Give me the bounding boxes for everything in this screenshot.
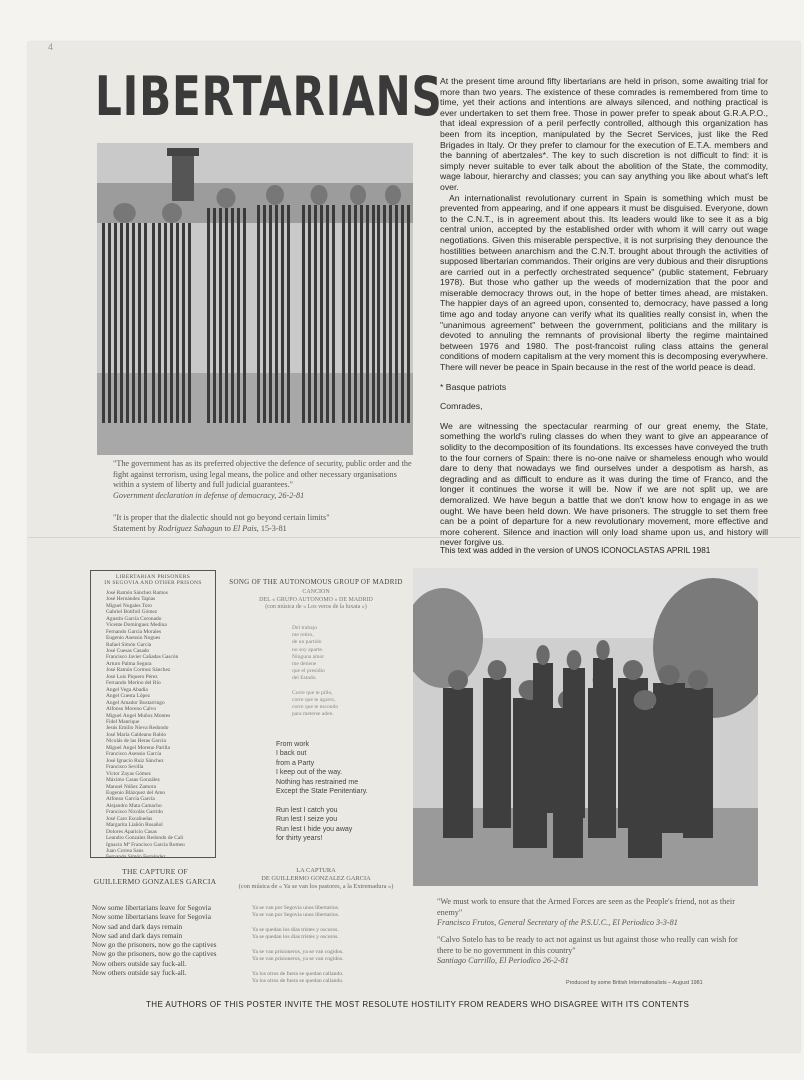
prisoner-name: Juan Correa Sans (106, 848, 144, 855)
lyric-line: Now go the prisoners, now go the captives (92, 949, 217, 959)
prisoner-name: Rafael Simón García (106, 641, 152, 648)
prisoner-name: Alfonso García García (106, 796, 155, 803)
sahagun-source-date: , 15-3-81 (256, 523, 287, 533)
lyric-line: me retiro, (292, 632, 314, 639)
prisoner-name: José Caro Escañuelas (106, 815, 153, 822)
lyric-line: Ya se van por Segovia unos libertarios. (252, 905, 340, 911)
prisoner-name: Margarita Liañón Rosañol (106, 822, 163, 829)
footnote: * Basque patriots (440, 381, 507, 392)
lyric-line: from a Party (276, 759, 315, 767)
prisoner-name: Ángel Cuesta López (106, 693, 151, 700)
prisoner-name: Jesús Emilio Nieva Redondo (106, 725, 169, 732)
lyric-line: para meterse aden. (292, 711, 334, 718)
prisoner-name: José Cuesas Casado (106, 647, 150, 654)
lyric-line: corre que te escondo (292, 704, 339, 711)
pencil-mark: 4 (48, 42, 54, 52)
capture-english-lyrics (92, 903, 242, 977)
lyric-line: Now others outside say fuck-all. (92, 968, 187, 978)
lyric-line: Now others outside say fuck-all. (92, 958, 187, 968)
lyric-line: Ya se quedan los días tristes y oscuros. (252, 926, 339, 933)
lyric-line: corre que te agarro, (292, 697, 336, 704)
prisoner-name: Miguel Ángel Muñoz Montes (106, 712, 171, 719)
capture-title (90, 867, 220, 887)
prisoner-name: Francisco Asensio García (106, 751, 162, 758)
lyric-line: I back out (276, 750, 307, 758)
prisoner-name: José Ramón Cormoz Sánchez (106, 667, 171, 674)
prisoner-name: Vicente Domínguez Medina (106, 622, 167, 629)
song-english-lyrics (276, 740, 416, 843)
captura-title-line2: DE GUILLERMO GONZALEZ GARCIA (261, 874, 371, 882)
footer-statement: THE AUTHORS OF THIS POSTER INVITE THE MOST RESOLUTE HOSTILITY FROM READERS WHO DISAGREE WITH ITS CONTENTS (146, 1000, 690, 1009)
frutos-quote: "We must work to ensure that the Armed Forces are seen as the People's friend, not as their enemy" (437, 897, 735, 917)
lyric-line: for thirty years! (276, 835, 323, 843)
salutation: Comrades, (440, 401, 483, 412)
lyric-line (252, 941, 402, 948)
lyric-line: Ya se van prisioneros, ya se van cogidos. (252, 948, 344, 955)
lyric-line: Now sad and dark days remain (92, 930, 183, 940)
song-title: SONG OF THE AUTONOMOUS GROUP OF MADRID (229, 578, 403, 586)
prisoner-name: Gabriel Botifoll Gómez (106, 609, 158, 616)
prisoner-name: José María Galdeano Rubio (106, 731, 167, 738)
prisoner-name: Agustín García Coronado (106, 615, 162, 622)
sahagun-source-paper: El Pais (232, 523, 257, 533)
lyric-line: Ya los otros de fuera se quedan callando. (252, 977, 344, 984)
prisoner-name: José Ignacio Ruiz Sánchez (106, 757, 164, 764)
sahagun-quote: "It is proper that the dialectic should not go beyond certain limits" (113, 513, 330, 522)
prisoner-name: Miguel Ángel Moreno Parilla (106, 744, 170, 751)
lyric-line: Now some libertarians leave for Segovia (92, 912, 211, 922)
lyric-line (292, 683, 402, 690)
sahagun-source-mid: to (222, 523, 233, 533)
song-es-title-line1: CANCION (302, 589, 330, 595)
prisoners-photo (97, 143, 413, 455)
prisoners-heading (94, 574, 212, 587)
prisoner-name: José Hernández Tapias (106, 596, 156, 603)
sahagun-source-prefix: Statement by (113, 523, 159, 533)
lyric-line: Now go the prisoners, now go the captives (92, 940, 217, 950)
carrillo-source: Santiago Carrillo, El Periodico 26-2-81 (437, 956, 569, 965)
prisoner-name: Arturo Palma Segura (106, 660, 152, 667)
prisoner-name: José Ramón Sánchez Ramos (106, 589, 168, 596)
lyric-line (252, 963, 402, 970)
song-es-title-line3: (con música de « Los veros de la luxata ») (265, 604, 367, 610)
frutos-source: Francisco Frutos, General Secretary of the P.S.U.C., El Periodico 3-3-81 (437, 918, 678, 927)
prisoner-name: Fernando Simón Fernández (106, 854, 166, 861)
addendum-note: This text was added in the version of UNOS ICONOCLASTAS APRIL 1981 (440, 546, 711, 555)
prisoner-name: Dolores Aparicio Casas (106, 828, 157, 835)
article-paragraph: An internationalist revolutionary current in Spain is something which must be prevented from appearing, and if one appears it must be disguised. Everyone, down to the C.N.T., is in agreement about this. Its leaders would like to see it as a big central union, accepted by the established order with whom it will carry out wage negotiations. Given this miserable perspective, it is not surprising they denounce the hostilities between anarchism and the C.N.T. brought about through the activities of supposed libertarian commandos. Their origins are very dubious and their disruptions are carried out in a perfectly orchestrated sequence" (public statement, February 1978). But those who gather up the weeds of modernization that the poor and miserable democracy throws out, in the hope of better times ahead, are mistaken. The happier days of an agreed upon, consented to, democracy, have passed a long time ago and today anyone can verify what its qualities really consist in, when the "unanimous agreement" between the government, politicians and the military is devoted to annuling the remnants of provisional liberty the regime maintained between 1976 and 1980. The post-francoist ruling class attains the general conditions of modern capitalism at the very moment this is decomposing everywhere. There will never be peace in Spain because in the rest of the world peace is dead. (440, 192, 768, 373)
prisoner-name: Fernando García Morales (106, 628, 162, 635)
prisoner-name: Francisco Nicolás Garrido (106, 809, 163, 816)
capture-title-line2: GUILLERMO GONZALES GARCIA (93, 877, 217, 886)
sahagun-caption (113, 513, 413, 534)
prisoner-name: Ángel Vega Abadía (106, 686, 148, 693)
lyric-line: Now some libertarians leave for Segovia (92, 903, 211, 912)
prisoner-name: Ignacio Mª Francisco García Romeu (106, 841, 185, 848)
sahagun-source-name: Rodriguez Sahagun (158, 523, 223, 533)
prisoner-name: Francisco Sevilla (106, 764, 144, 771)
prisoner-name: Ángel Amador Bustarringo (106, 699, 165, 706)
prisoners-list-box (90, 570, 216, 861)
prisoner-name: Eugenio Blázquez del Amo (106, 789, 166, 796)
article-paragraph: We are witnessing the spectacular rearming of our great enemy, the State, something the world's ruling classes do when they want to give an appearance of solidity to the decomposition of its foundations. Its excesses have conveyed the truth to the four corners of Spain: there is no-one naive or shameless enough who would dare to deny that nowadays we find ourselves under a despotism as harsh, as degrading and as difficult to endure as it was during the time of Franco, and the longer it continues the worse it will be. Now if we are not split up, we are demoralized. We have begun a battle that we don't know how to engage in as we ought. We have been held down. We have prisoners. The struggle to set them free can be a point of departure for a new revolutionary movement, more effective and more coherent. Silence and inaction will only load shame upon us, and history will never forgive us. (440, 420, 768, 548)
prisoner-name: Nicolás de las Heras García (106, 738, 166, 745)
lyric-line: que el presidio (292, 668, 325, 675)
soldiers-photo (413, 568, 758, 886)
prisoner-name: Eugenio Asensio Nogues (106, 635, 161, 642)
lyric-line: no soy aparte. (292, 646, 324, 653)
captura-title-line1: LA CAPTURA (296, 867, 336, 874)
song-es-title-line2: DEL « GRUPO AUTONOMO » DE MADRID (259, 596, 373, 603)
government-quote-source: Government declaration in defense of democracy, 26-2-81 (113, 490, 305, 500)
prisoner-name: Fernando Merino del Río (106, 680, 161, 687)
prisoner-name: Fidel Manrique (106, 718, 140, 725)
lyric-line: From work (276, 741, 310, 748)
prisoners-heading-line2: IN SEGOVIA AND OTHER PRISONS (104, 580, 202, 587)
frutos-caption (437, 897, 737, 929)
lyric-line: Ya se quedan los días tristes y oscuros. (252, 934, 339, 941)
song-spanish-title (226, 589, 406, 612)
prisoner-name: Alfonso Moreno Calvo (106, 706, 157, 713)
prisoner-name: Miguel Nogales Toro (106, 602, 152, 609)
carrillo-caption (437, 935, 747, 967)
lyric-line: Run lest I hide you away (276, 825, 353, 833)
prisoner-name: Manuel Núñez Zamora (106, 783, 156, 790)
lyric-line: me detiene (292, 661, 317, 668)
prisoners-heading-line1: LIBERTARIAN PRISONERS (115, 574, 191, 580)
prisoner-name: Máximo Casas González (106, 777, 160, 784)
carrillo-quote: "Calvo Sotelo has to be ready to act not against us but against those who really can wish for there to be no government in this country" (437, 935, 738, 955)
lyric-line: Run lest I catch you (276, 806, 338, 814)
prisoner-name: Leandro Gonzalez Redondo de Cali (106, 835, 184, 842)
lyric-line (252, 920, 402, 927)
prisoner-name: Víctor Zayas Gómez (106, 770, 151, 777)
article-paragraph: At the present time around fifty libertarians are held in prison, some awaiting trial for more than two years. The existence of these comrades is remembered from time to time, yet their actions and intentions are always silenced, and nothing practical is ever undertaken to set them free. Those in power prefer to speak about G.R.A.P.O., that ideal expression of a peril perfectly controlled, although this organization has been from its inception, manipulated by the Secret Services, just like the Red Brigades in Italy. Or they prefer to clamour for the execution of E.T.A. members and the banning of abertzales*. The key to such discretion is not difficult to find: it is simply never suitable to ever talk about the abolition of the State, the commodity, wage labour, hierarchy and classes; you can say anything you like about what's left over. (440, 76, 768, 192)
lyric-line: Del trabajo (292, 625, 318, 631)
lyric-line: Ya se van por Segovia unos libertarios. (252, 912, 340, 919)
captura-title-line3: (con música de « Ya se van los pastores, a la Extremadura ») (238, 882, 394, 890)
lyric-line: de un partido (292, 639, 322, 646)
prisoners-names (94, 590, 212, 861)
article-text (440, 76, 768, 548)
captura-spanish-lyrics (252, 905, 402, 985)
government-declaration-caption (113, 459, 413, 501)
lyric-line: Except the State Penitentiary. (276, 788, 368, 796)
prisoner-name: Alejandro Mata Camacho (106, 802, 162, 809)
lyric-line: Now sad and dark days remain (92, 921, 183, 931)
lyric-line (276, 796, 416, 805)
lyric-line: Nothing has restrained me (276, 778, 359, 786)
song-spanish-lyrics (292, 625, 402, 719)
lyric-line: Run lest I seize you (276, 816, 338, 824)
lyric-line: Ya se van prisioneros, ya se van cogidos. (252, 956, 344, 963)
capture-title-line1: THE CAPTURE OF (122, 867, 188, 876)
lyric-line: Ya los otros de fuera se quedan callando. (252, 970, 344, 977)
prisoner-name: Francisco Javier Cañadas Gascón (106, 654, 179, 661)
produced-by: Produced by some British Internationalists – August 1981 (566, 980, 703, 986)
captura-spanish-title (226, 867, 406, 890)
lyric-line: Corre que te pillo, (292, 689, 333, 696)
prisoner-name: José Luis Piquero Pérez (106, 673, 158, 680)
lyric-line: Ninguna amor (292, 653, 325, 660)
poster-title: LIBERTARIANS (95, 65, 443, 128)
lyric-line: del Estado. (292, 675, 317, 682)
government-quote: "The government has as its preferred objective the defence of security, public order and the fight against terrorism, using legal means, the police and other necessary organisations within a system of liberty and full judicial guarantees." (113, 459, 412, 489)
lyric-line: I keep out of the way. (276, 769, 343, 777)
